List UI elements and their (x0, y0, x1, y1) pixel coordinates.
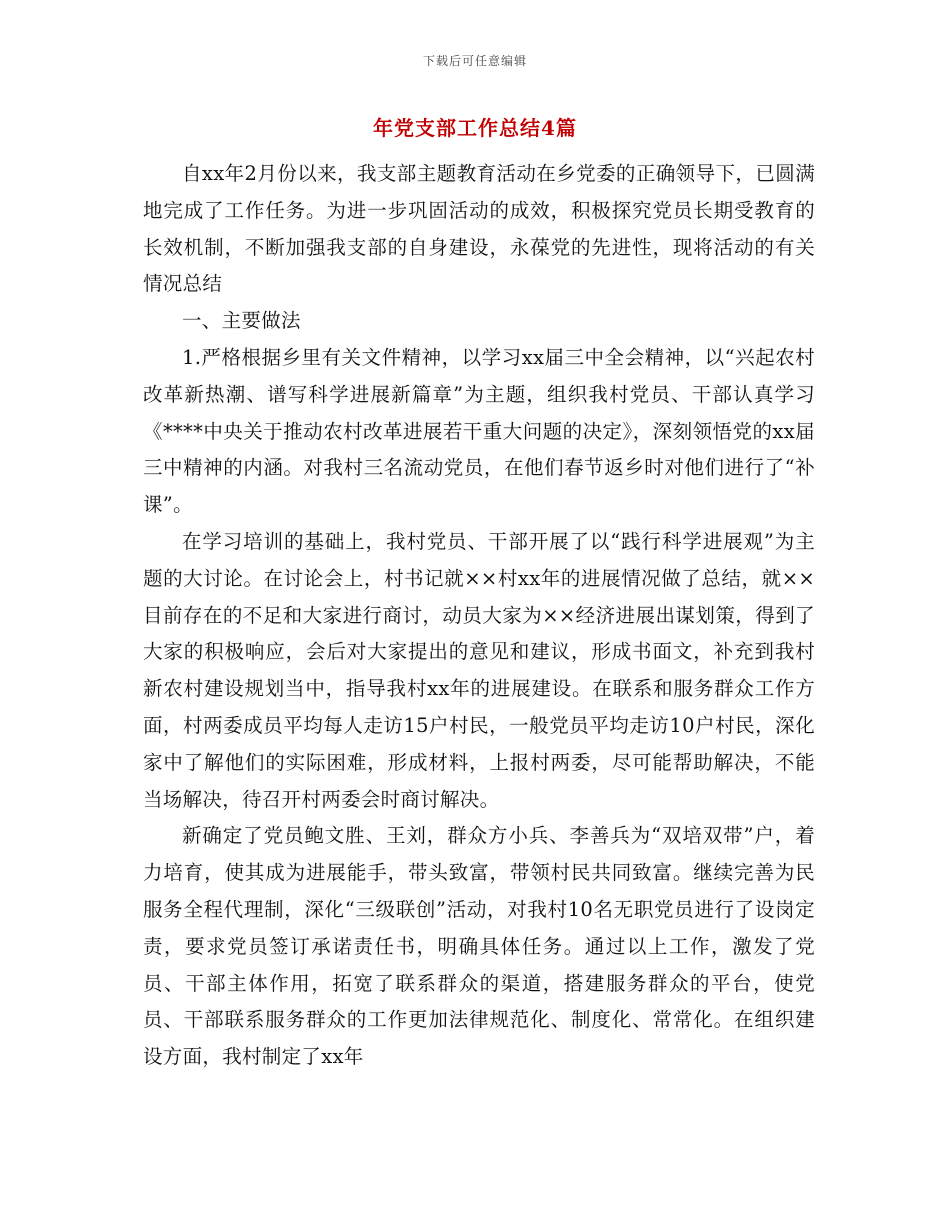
document-body (143, 156, 815, 1076)
header-note: 下载后可任意编辑 (422, 54, 527, 68)
paragraph-discussion: 在学习培训的基础上，我村党员、干部开展了以“践行科学进展观”为主题的大讨论。在讨论会上，村书记就××村xx年的进展情况做了总结，就××目前存在的不足和大家进行商讨，动员大家为××经济进展出谋划策，得到了大家的积极响应，会后对大家提出的意见和建议，形成书面文，补充到我村新农村建设规划当中，指导我村xx年的进展建设。在联系和服务群众工作方面，村两委成员平均每人走访15户村民，一般党员平均走访10户村民，深化家中了解他们的实际困难，形成材料，上报村两委，尽可能帮助解决，不能当场解决，待召开村两委会时商讨解决。 (143, 529, 815, 811)
section-heading-main-practices: 一、主要做法 (182, 309, 301, 333)
paragraph-intro: 自xx年2月份以来，我支部主题教育活动在乡党委的正确领导下，已圆满地完成了工作任务。为进一步巩固活动的成效，积极探究党员长期受教育的长效机制，不断加强我支部的自身建设，永葆党的先进性，现将活动的有关情况总结 (143, 162, 815, 296)
paragraph-double-training: 新确定了党员鲍文胜、王刘，群众方小兵、李善兵为“双培双带”户，着力培育，使其成为进展能手，带头致富，带领村民共同致富。继续完善为民服务全程代理制，深化“三级联创”活动，对我村10名无职党员进行了设岗定责，要求党员签订承诺责任书，明确具体任务。通过以上工作，激发了党员、干部主体作用，拓宽了联系群众的渠道，搭建服务群众的平台，使党员、干部联系服务群众的工作更加法律规范化、制度化、常常化。在组织建设方面，我村制定了xx年 (143, 824, 815, 1069)
paragraph-study-item-1: 1.严格根据乡里有关文件精神，以学习xx届三中全会精神，以“兴起农村改革新热潮、谱写科学进展新篇章”为主题，组织我村党员、干部认真学习《****中央关于推动农村改革进展若干重大问题的决定》，深刻领悟党的xx届三中精神的内涵。对我村三名流动党员，在他们春节返乡时对他们进行了“补课”。 (143, 345, 815, 517)
document-title: 年党支部工作总结4篇 (373, 116, 577, 140)
